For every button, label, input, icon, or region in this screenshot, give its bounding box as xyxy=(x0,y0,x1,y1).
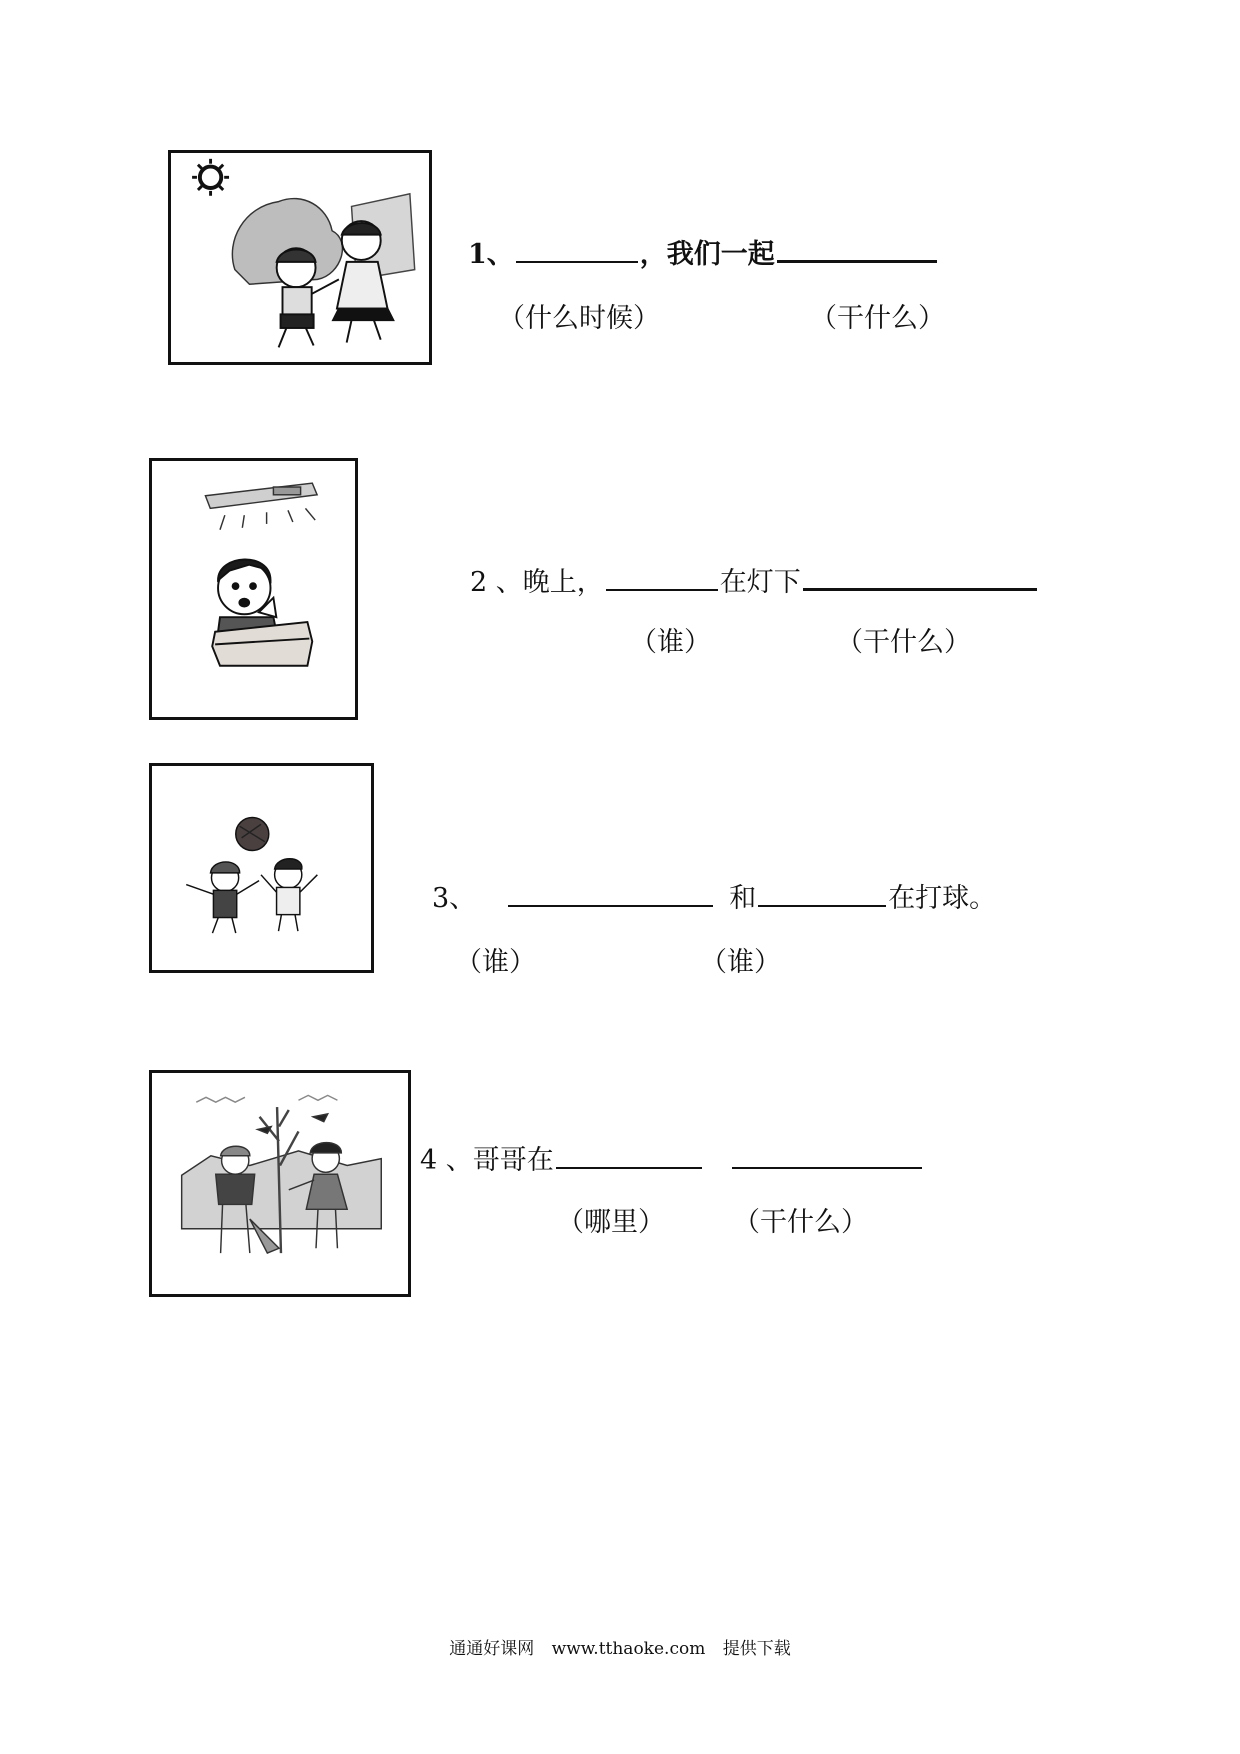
kids-playing-ball-icon xyxy=(152,766,371,970)
question-3-hint-who-1: （谁） xyxy=(455,947,536,978)
question-1-sentence xyxy=(468,232,939,271)
question-4-blank-what[interactable] xyxy=(732,1145,922,1169)
question-1-number: 1、 xyxy=(468,239,514,270)
boy-reading-under-lamp-icon xyxy=(152,461,355,717)
question-4-hint-where: （哪里） xyxy=(557,1207,665,1238)
question-3-end-text: 在打球。 xyxy=(888,883,997,914)
question-3-sentence xyxy=(432,876,996,915)
question-2-blank-what[interactable] xyxy=(803,566,1037,591)
question-3-number: 3、 xyxy=(432,883,477,914)
question-1-middle-text: ，我们一起 xyxy=(639,239,775,270)
question-2-hint-what: （干什么） xyxy=(836,627,971,658)
question-1-hint-what: （干什么） xyxy=(810,303,945,334)
question-4-picture xyxy=(149,1070,411,1297)
footer-site-name: 通通好课网 xyxy=(449,1639,535,1659)
footer-url-link[interactable]: www.tthaoke.com xyxy=(551,1639,706,1659)
question-4-hint-what: （干什么） xyxy=(733,1207,868,1238)
question-3-and-text: 和 xyxy=(729,883,757,914)
question-1-blank-when[interactable] xyxy=(516,239,638,263)
question-4-blank-where[interactable] xyxy=(556,1145,702,1169)
question-2-middle-text: 在灯下 xyxy=(719,567,801,598)
footer-suffix: 提供下载 xyxy=(722,1639,791,1659)
kids-planting-tree-icon xyxy=(152,1073,408,1294)
question-4-sentence xyxy=(420,1138,924,1177)
question-3-blank-who-1[interactable] xyxy=(508,883,713,907)
question-2-blank-who[interactable] xyxy=(606,567,718,591)
children-walking-sun-icon xyxy=(171,153,429,362)
question-3-blank-who-2[interactable] xyxy=(758,883,886,907)
question-3-picture xyxy=(149,763,374,973)
page-footer xyxy=(0,1634,1240,1659)
question-2-number: 2 、晚上， xyxy=(470,567,604,598)
question-2-picture xyxy=(149,458,358,720)
question-2-hint-who: （谁） xyxy=(630,627,711,658)
question-1-picture xyxy=(168,150,432,365)
question-4-number: 4 、哥哥在 xyxy=(420,1145,554,1176)
question-1-hint-when: （什么时候） xyxy=(498,303,660,334)
question-3-hint-who-2: （谁） xyxy=(700,947,781,978)
question-2-sentence xyxy=(470,560,1039,599)
question-1-blank-what[interactable] xyxy=(777,238,937,263)
